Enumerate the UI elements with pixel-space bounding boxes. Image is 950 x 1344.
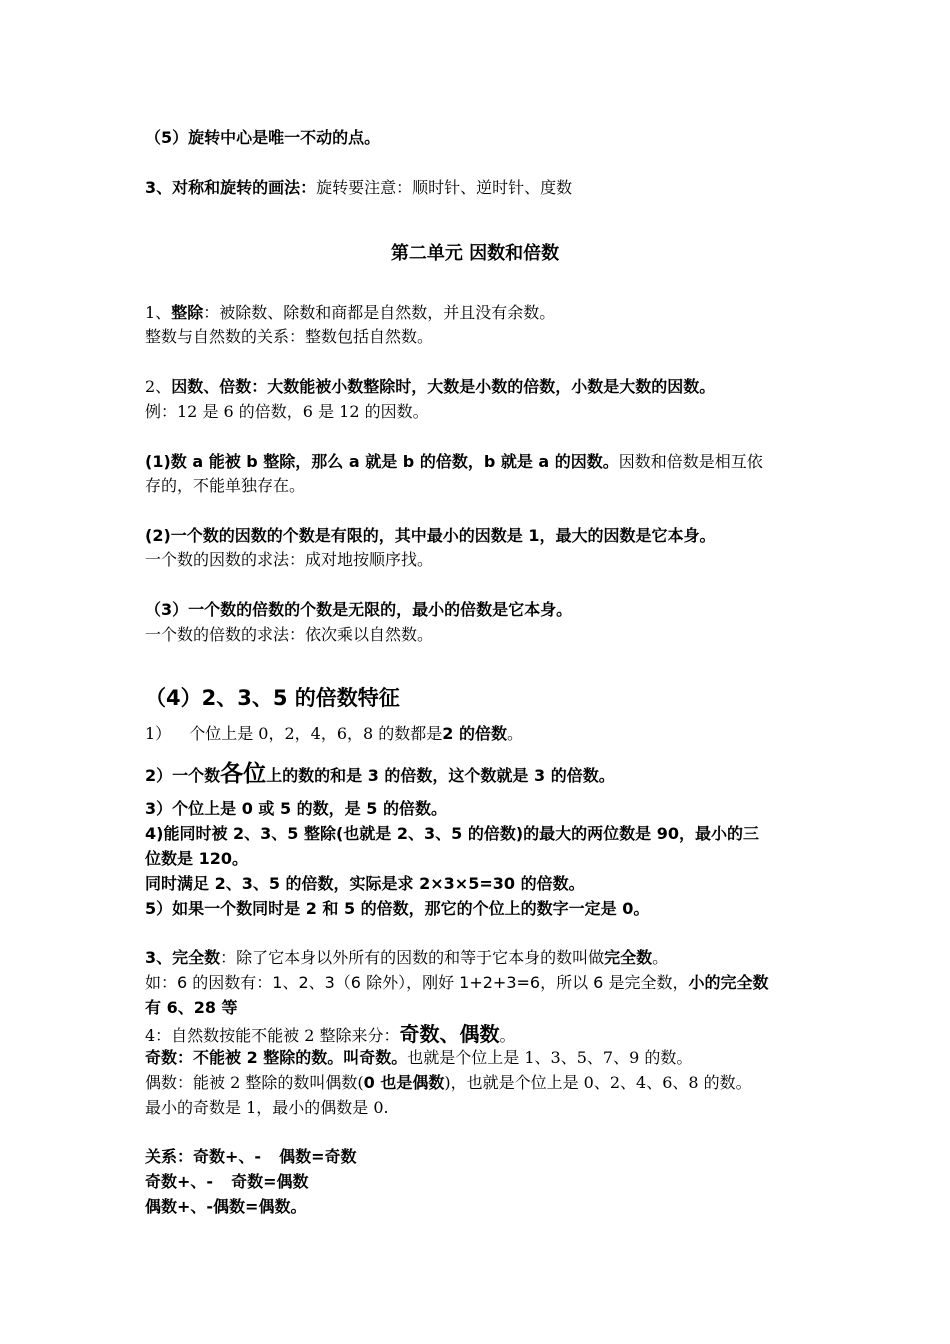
rotation-point-3-text: 旋转要注意：顺时针、逆时针、度数 [316, 178, 573, 197]
relation-1-b: 偶数=奇数 [279, 1147, 357, 1166]
rotation-point-3-label: 3、对称和旋转的画法： [145, 178, 317, 197]
factor-example: 例：12 是 6 的倍数，6 是 12 的因数。 [145, 402, 429, 421]
parity-odd-bold: 奇数：不能被 2 整除的数。叫奇数。 [145, 1048, 408, 1067]
parity-even [145, 1072, 752, 1094]
parity-intro-big: 奇数、偶数 [399, 1022, 500, 1046]
divide-term: 整除 [171, 303, 204, 322]
rule3-normal: 一个数的倍数的求法：依次乘以自然数。 [145, 625, 434, 644]
rule4-item-1-end: 。 [506, 724, 523, 743]
rotation-point-5: （5）旋转中心是唯一不动的点。 [145, 128, 381, 147]
relation-2 [145, 1171, 308, 1193]
relation-1-a: 关系：奇数+、- [145, 1147, 262, 1166]
rule4-item-2-big: 各位 [220, 761, 267, 787]
rule4-item-5: 5）如果一个数同时是 2 和 5 的倍数，那它的个位上的数字一定是 0。 [145, 899, 650, 918]
parity-smallest: 最小的奇数是 1，最小的偶数是 0. [145, 1098, 389, 1117]
perfect-text: ：除了它本身以外所有的因数的和等于它本身的数叫做 [220, 948, 605, 967]
perfect-definition [145, 947, 668, 969]
divide-text: ：被除数、除数和商都是自然数，并且没有余数。 [203, 303, 556, 322]
rule4-item-1-bold: 2 的倍数 [442, 724, 507, 743]
unit-title: 第二单元 因数和倍数 [390, 243, 560, 264]
relation-2-a: 奇数+、- [145, 1172, 214, 1191]
parity-intro-text: 4：自然数按能不能被 2 整除来分： [145, 1026, 400, 1045]
parity-odd-normal: 也就是个位上是 1、3、5、7、9 的数。 [407, 1048, 693, 1067]
divide-definition [145, 302, 555, 324]
rotation-point-3 [145, 177, 572, 199]
perfect-example-bold: 小的完全数 [688, 973, 769, 992]
perfect-term: 完全数 [604, 948, 653, 967]
rule1-line2: 存的，不能单独存在。 [145, 476, 306, 495]
factor-definition [145, 376, 715, 398]
relation-1 [145, 1146, 356, 1168]
rule4-item-2-b: 上的数的和是 3 的倍数，这个数就是 3 的倍数。 [266, 766, 615, 785]
perfect-example-cont: 有 6、28 等 [145, 998, 238, 1017]
rule4-item-3: 3）个位上是 0 或 5 的数，是 5 的倍数。 [145, 799, 447, 818]
perfect-example [145, 972, 768, 994]
rule1-line1 [145, 451, 763, 473]
perfect-label: 3、完全数 [145, 948, 221, 967]
parity-even-a: 偶数：能被 2 整除的数叫偶数( [145, 1073, 364, 1092]
rule4-item-4a: 4)能同时被 2、3、5 整除(也就是 2、3、5 的倍数)的最大的两位数是 90，最小的三 [145, 824, 759, 843]
relation-3: 偶数+、-偶数=偶数。 [145, 1197, 307, 1216]
parity-odd [145, 1047, 692, 1069]
rule1-normal: 因数和倍数是相互依 [618, 452, 763, 471]
factor-text: 大数能被小数整除时，大数是小数的倍数，小数是大数的因数。 [267, 377, 716, 396]
perfect-end: 。 [652, 948, 669, 967]
rule2-bold: (2)一个数的因数的个数是有限的，其中最小的因数是 1，最大的因数是它本身。 [145, 526, 716, 545]
rule4-item-2 [145, 760, 615, 790]
parity-intro [145, 1020, 516, 1050]
rule4-item-2-a: 2）一个数 [145, 766, 221, 785]
parity-intro-end: 。 [499, 1026, 516, 1045]
rule2-normal: 一个数的因数的求法：成对地按顺序找。 [145, 550, 434, 569]
perfect-example-text: 如：6 的因数有：1、2、3（6 除外），刚好 1+2+3=6，所以 6 是完全数， [145, 973, 689, 992]
rule4-item-4c: 同时满足 2、3、5 的倍数，实际是求 2×3×5=30 的倍数。 [145, 874, 585, 893]
rule4-item-1-num: 1） [145, 724, 172, 743]
rule1-bold: (1)数 a 能被 b 整除，那么 a 就是 b 的倍数，b 就是 a 的因数。 [145, 452, 619, 471]
factor-term: 因数、倍数： [171, 377, 268, 396]
parity-even-bold: 0 也是偶数 [363, 1073, 445, 1092]
parity-even-b: )，也就是个位上是 0、2、4、6、8 的数。 [444, 1073, 752, 1092]
relation-2-b: 奇数=偶数 [231, 1172, 309, 1191]
rule4-item-1 [145, 723, 523, 745]
rule3-bold: （3）一个数的倍数的个数是无限的，最小的倍数是它本身。 [145, 600, 573, 619]
divide-num: 1、 [145, 303, 172, 322]
divide-relation: 整数与自然数的关系：整数包括自然数。 [145, 327, 434, 346]
rule4-item-1-normal: 个位上是 0，2，4，6，8 的数都是 [189, 724, 443, 743]
factor-num: 2、 [145, 377, 172, 396]
rule4-item-4b: 位数是 120。 [145, 849, 248, 868]
rule4-heading: （4）2、3、5 的倍数特征 [145, 686, 400, 710]
